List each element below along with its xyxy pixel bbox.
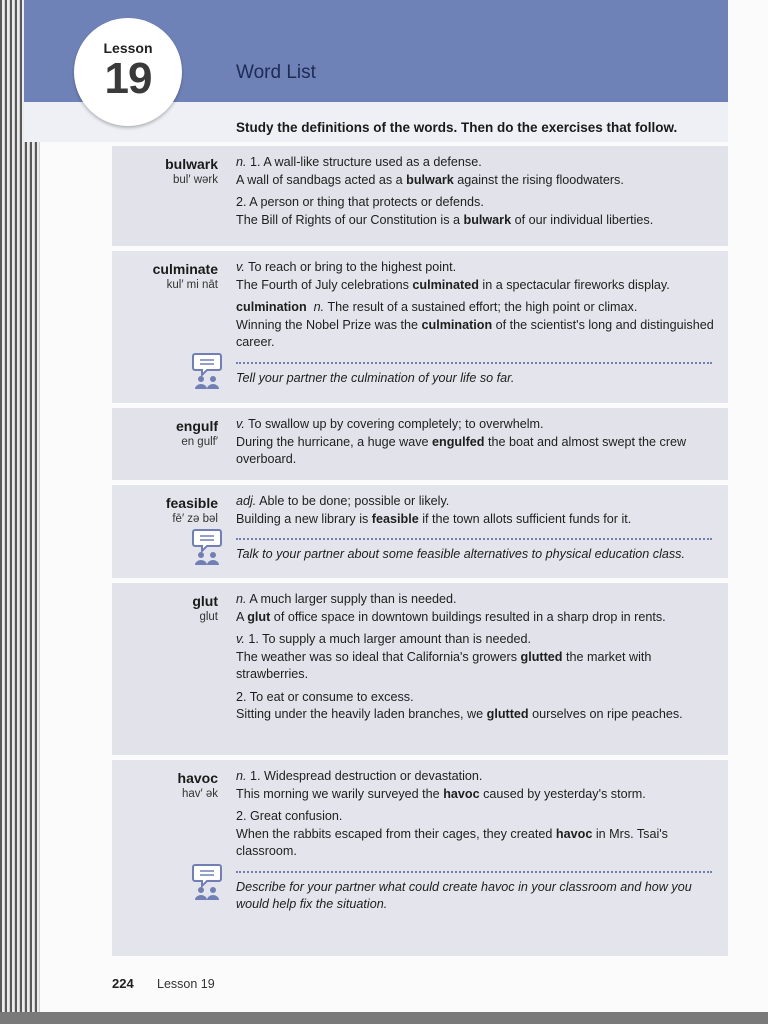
partner-talk-icon [192,527,222,567]
part-of-speech: adj. [236,494,257,508]
example-keyword: glutted [486,707,529,721]
bottom-edge [0,1012,768,1024]
instructions: Study the definitions of the words. Then do the exercises that follow. [236,120,678,135]
example-text: the boat and almost swept the crew overboard. [236,434,687,466]
partner-prompt: Tell your partner the culmination of your life so far. [236,370,515,385]
example-text: in a spectacular fireworks display. [478,277,670,292]
example-text: When the rabbits escaped from their cages, they created [236,826,556,841]
example-text: of the scientist's long and distinguished career. [236,317,714,349]
definition: 1. Widespread destruction or devastation. [246,769,483,783]
entry-pronunciation: fē′ zə bəl [172,513,218,525]
example-text: Building a new library is [236,511,372,526]
entry-engulf [112,408,728,480]
example-keyword: engulfed [432,434,485,449]
definition: 1. To supply a much larger amount than is needed. [244,632,531,646]
entry-pronunciation: kul′ mi nāt [166,279,218,291]
example-text: of our individual liberties. [511,212,654,227]
example-text: A [236,609,248,624]
definition: 2. Great confusion. [236,809,343,823]
example-keyword: culmination [421,317,493,332]
definition: 2. A person or thing that protects or defends. [236,195,484,209]
dotted-divider [236,362,712,364]
part-of-speech: v. [236,260,245,274]
entry-word: havoc [177,770,218,786]
page-title: Word List [236,62,316,83]
example-text: against the rising floodwaters. [453,172,624,187]
example-text: The Bill of Rights of our Constitution is a [236,212,464,227]
example-text: This morning we warily surveyed the [236,786,444,801]
example-keyword: feasible [371,511,419,526]
definition: The result of a sustained effort; the high point or climax. [324,300,638,314]
entry-culminate [112,251,728,403]
entry-pronunciation: hav′ ək [181,788,218,800]
part-of-speech: n. [236,769,247,783]
dotted-divider [236,538,712,540]
partner-talk-icon [192,862,222,902]
partner-prompt: Describe for your partner what could create havoc in your classroom and how you would help fix the situation. [236,879,692,911]
example-text: A wall of sandbags acted as a [236,172,407,187]
example-keyword: glut [247,609,271,624]
part-of-speech: n. [236,592,247,606]
entry-word: engulf [176,418,218,434]
derived-word: culmination [236,300,307,314]
lesson-number: 19 [104,54,152,103]
entry-pronunciation: bul′ wərk [173,174,218,186]
part-of-speech: v. [236,632,245,646]
example-text: Sitting under the heavily laden branches, we [236,707,487,721]
example-text: if the town allots sufficient funds for it. [418,511,632,526]
example-keyword: havoc [443,786,480,801]
definition: To reach or bring to the highest point. [244,260,457,274]
example-text: ourselves on ripe peaches. [528,707,683,721]
definition: Able to be done; possible or likely. [256,494,450,508]
entry-pronunciation: en gulf′ [181,436,218,448]
example-keyword: bulwark [463,212,512,227]
example-keyword: havoc [555,826,593,841]
part-of-speech: v. [236,417,245,431]
entry-bulwark [112,146,728,246]
example-text: caused by yesterday's storm. [479,786,646,801]
example-text: The weather was so ideal that California's growers [236,649,521,664]
example-text: Winning the Nobel Prize was the [236,317,422,332]
example-text: During the hurricane, a huge wave [236,434,433,449]
entry-word: feasible [165,495,218,511]
lesson-label: Lesson [103,40,153,56]
entry-word: glut [192,593,218,609]
entry-word: bulwark [165,156,218,172]
partner-prompt: Talk to your partner about some feasible alternatives to physical education class. [236,547,685,561]
part-of-speech: n. [236,155,247,169]
entry-havoc [112,760,728,956]
definition: To swallow up by covering completely; to overwhelm. [244,417,544,431]
example-text: the market with strawberries. [236,649,652,681]
dotted-divider [236,871,712,873]
example-text: The Fourth of July celebrations [236,277,413,292]
lesson-badge [74,18,182,126]
part-of-speech: n. [313,300,325,314]
page-number: 224 [112,976,134,991]
entry-feasible [112,485,728,578]
entry-glut [112,583,728,755]
example-text: in Mrs. Tsai's classroom. [236,826,668,858]
entry-pronunciation: glut [199,611,218,623]
entry-word: culminate [152,261,218,277]
example-keyword: culminated [412,277,479,292]
definition: 1. A wall-like structure used as a defense. [246,155,482,169]
definition: A much larger supply than is needed. [246,592,457,606]
example-keyword: bulwark [406,172,454,187]
example-keyword: glutted [520,649,563,664]
definition: 2. To eat or consume to excess. [236,689,414,704]
example-text: of office space in downtown buildings resulted in a sharp drop in rents. [270,609,666,624]
partner-talk-icon [192,351,222,391]
footer-lesson-label: Lesson 19 [157,977,215,991]
